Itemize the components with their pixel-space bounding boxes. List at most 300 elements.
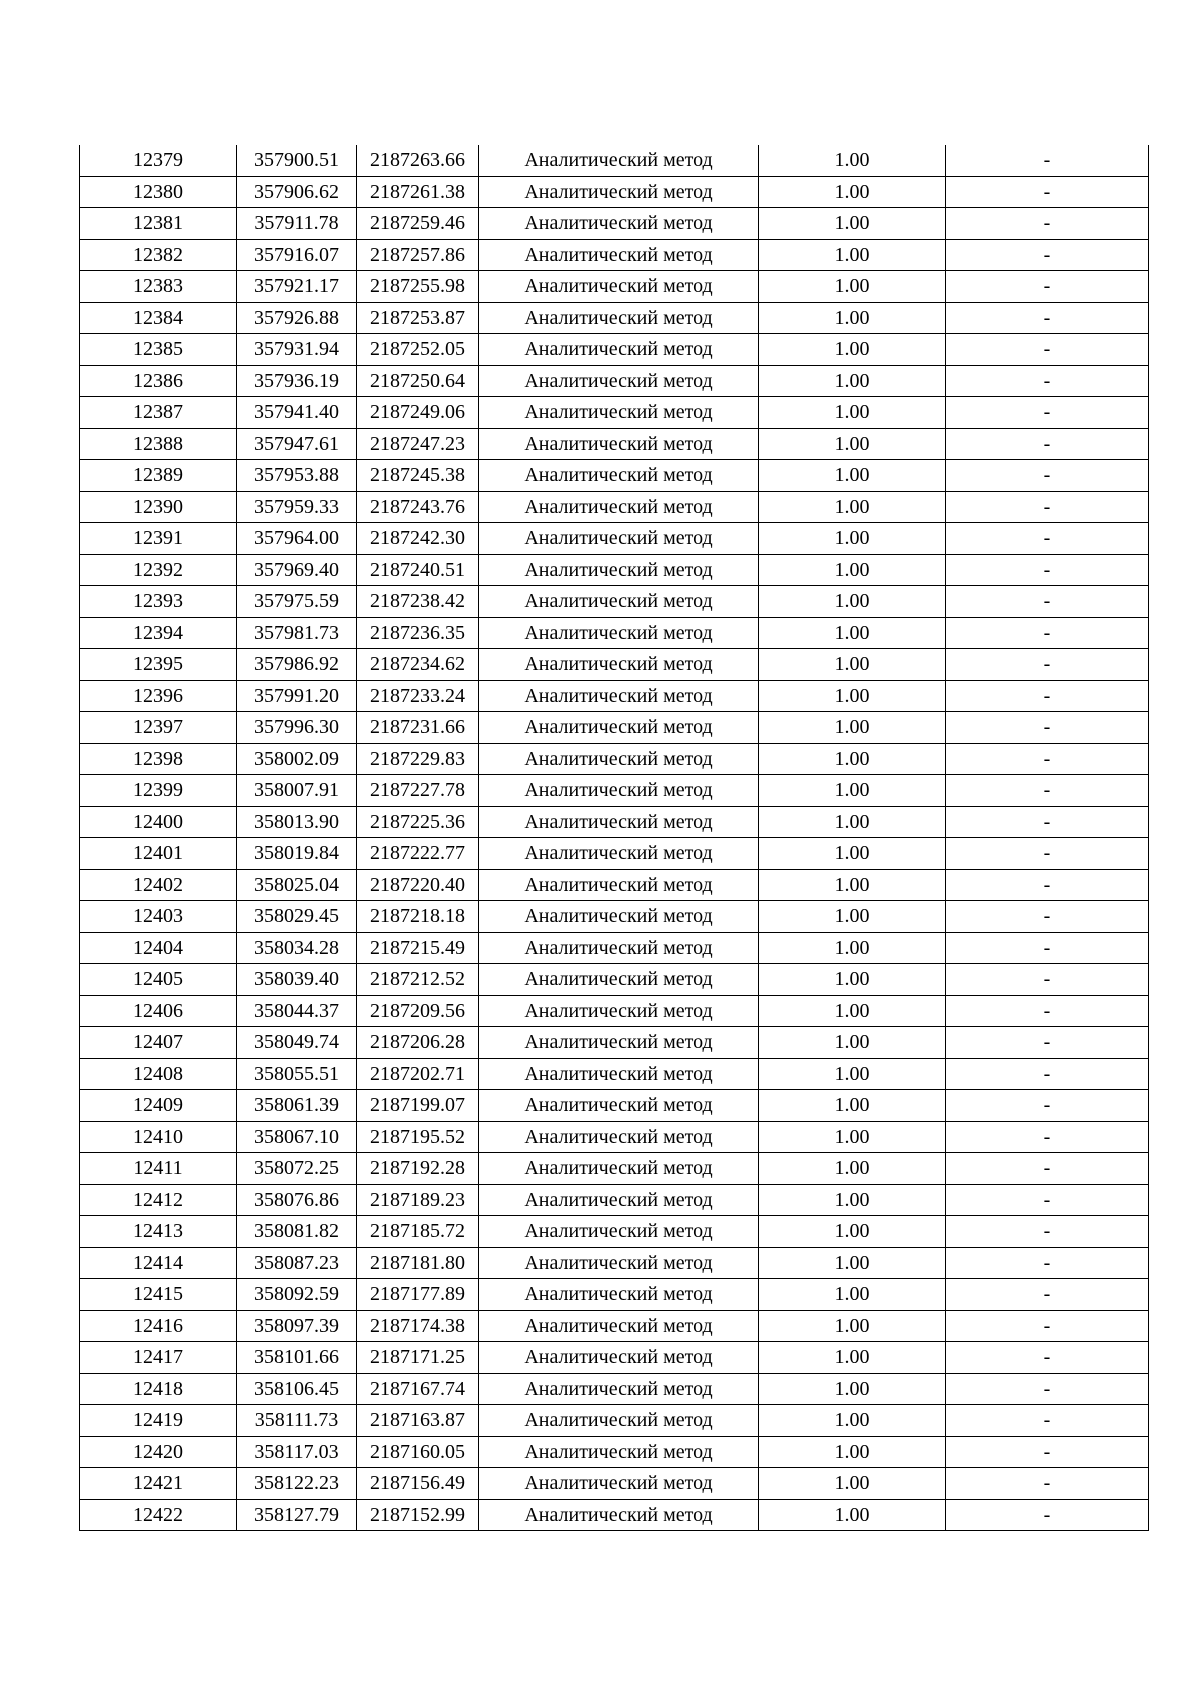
y-coordinate-cell: 2187215.49: [357, 932, 479, 964]
y-coordinate-cell: 2187257.86: [357, 239, 479, 271]
x-coordinate-cell: 357900.51: [237, 145, 357, 176]
precision-cell: 1.00: [759, 397, 946, 429]
precision-cell: 1.00: [759, 460, 946, 492]
table-row: [80, 239, 1149, 271]
description-cell: -: [946, 649, 1149, 681]
x-coordinate-cell: 357947.61: [237, 428, 357, 460]
point-number-cell: 12416: [80, 1310, 237, 1342]
point-number-cell: 12412: [80, 1184, 237, 1216]
method-cell: Аналитический метод: [479, 1342, 759, 1374]
method-cell: Аналитический метод: [479, 491, 759, 523]
x-coordinate-cell: 358076.86: [237, 1184, 357, 1216]
point-number-cell: 12411: [80, 1153, 237, 1185]
y-coordinate-cell: 2187247.23: [357, 428, 479, 460]
description-cell: -: [946, 995, 1149, 1027]
x-coordinate-cell: 358049.74: [237, 1027, 357, 1059]
table-row: [80, 680, 1149, 712]
y-coordinate-cell: 2187160.05: [357, 1436, 479, 1468]
table-row: [80, 1405, 1149, 1437]
method-cell: Аналитический метод: [479, 775, 759, 807]
precision-cell: 1.00: [759, 239, 946, 271]
point-number-cell: 12384: [80, 302, 237, 334]
description-cell: -: [946, 1499, 1149, 1531]
y-coordinate-cell: 2187250.64: [357, 365, 479, 397]
y-coordinate-cell: 2187238.42: [357, 586, 479, 618]
x-coordinate-cell: 357941.40: [237, 397, 357, 429]
point-number-cell: 12404: [80, 932, 237, 964]
table-row: [80, 1373, 1149, 1405]
y-coordinate-cell: 2187222.77: [357, 838, 479, 870]
precision-cell: 1.00: [759, 1058, 946, 1090]
y-coordinate-cell: 2187167.74: [357, 1373, 479, 1405]
point-number-cell: 12400: [80, 806, 237, 838]
method-cell: Аналитический метод: [479, 1184, 759, 1216]
precision-cell: 1.00: [759, 743, 946, 775]
table-row: [80, 586, 1149, 618]
point-number-cell: 12382: [80, 239, 237, 271]
method-cell: Аналитический метод: [479, 365, 759, 397]
precision-cell: 1.00: [759, 1027, 946, 1059]
table-row: [80, 208, 1149, 240]
description-cell: -: [946, 1247, 1149, 1279]
y-coordinate-cell: 2187202.71: [357, 1058, 479, 1090]
description-cell: -: [946, 176, 1149, 208]
precision-cell: 1.00: [759, 1216, 946, 1248]
y-coordinate-cell: 2187236.35: [357, 617, 479, 649]
description-cell: -: [946, 365, 1149, 397]
description-cell: -: [946, 1027, 1149, 1059]
description-cell: -: [946, 1058, 1149, 1090]
description-cell: -: [946, 1216, 1149, 1248]
table-row: [80, 397, 1149, 429]
y-coordinate-cell: 2187243.76: [357, 491, 479, 523]
point-number-cell: 12408: [80, 1058, 237, 1090]
x-coordinate-cell: 357996.30: [237, 712, 357, 744]
point-number-cell: 12417: [80, 1342, 237, 1374]
description-cell: -: [946, 145, 1149, 176]
method-cell: Аналитический метод: [479, 460, 759, 492]
x-coordinate-cell: 357911.78: [237, 208, 357, 240]
table-row: [80, 1027, 1149, 1059]
method-cell: Аналитический метод: [479, 901, 759, 933]
table-row: [80, 869, 1149, 901]
method-cell: Аналитический метод: [479, 1405, 759, 1437]
x-coordinate-cell: 357921.17: [237, 271, 357, 303]
description-cell: -: [946, 302, 1149, 334]
table-row: [80, 617, 1149, 649]
precision-cell: 1.00: [759, 523, 946, 555]
point-number-cell: 12421: [80, 1468, 237, 1500]
table-row: [80, 1247, 1149, 1279]
description-cell: -: [946, 775, 1149, 807]
x-coordinate-cell: 357936.19: [237, 365, 357, 397]
y-coordinate-cell: 2187189.23: [357, 1184, 479, 1216]
point-number-cell: 12414: [80, 1247, 237, 1279]
x-coordinate-cell: 358081.82: [237, 1216, 357, 1248]
method-cell: Аналитический метод: [479, 176, 759, 208]
method-cell: Аналитический метод: [479, 995, 759, 1027]
y-coordinate-cell: 2187174.38: [357, 1310, 479, 1342]
precision-cell: 1.00: [759, 1373, 946, 1405]
precision-cell: 1.00: [759, 586, 946, 618]
x-coordinate-cell: 358101.66: [237, 1342, 357, 1374]
precision-cell: 1.00: [759, 1121, 946, 1153]
y-coordinate-cell: 2187163.87: [357, 1405, 479, 1437]
y-coordinate-cell: 2187240.51: [357, 554, 479, 586]
x-coordinate-cell: 358127.79: [237, 1499, 357, 1531]
precision-cell: 1.00: [759, 680, 946, 712]
table-row: [80, 995, 1149, 1027]
point-number-cell: 12386: [80, 365, 237, 397]
precision-cell: 1.00: [759, 1090, 946, 1122]
y-coordinate-cell: 2187156.49: [357, 1468, 479, 1500]
x-coordinate-cell: 357981.73: [237, 617, 357, 649]
description-cell: -: [946, 334, 1149, 366]
y-coordinate-cell: 2187245.38: [357, 460, 479, 492]
description-cell: -: [946, 554, 1149, 586]
point-number-cell: 12409: [80, 1090, 237, 1122]
description-cell: -: [946, 271, 1149, 303]
method-cell: Аналитический метод: [479, 397, 759, 429]
x-coordinate-cell: 358122.23: [237, 1468, 357, 1500]
point-number-cell: 12391: [80, 523, 237, 555]
x-coordinate-cell: 358002.09: [237, 743, 357, 775]
precision-cell: 1.00: [759, 1153, 946, 1185]
method-cell: Аналитический метод: [479, 838, 759, 870]
x-coordinate-cell: 358025.04: [237, 869, 357, 901]
description-cell: -: [946, 901, 1149, 933]
y-coordinate-cell: 2187185.72: [357, 1216, 479, 1248]
description-cell: -: [946, 1342, 1149, 1374]
method-cell: Аналитический метод: [479, 743, 759, 775]
x-coordinate-cell: 358097.39: [237, 1310, 357, 1342]
y-coordinate-cell: 2187252.05: [357, 334, 479, 366]
point-number-cell: 12395: [80, 649, 237, 681]
method-cell: Аналитический метод: [479, 1310, 759, 1342]
precision-cell: 1.00: [759, 176, 946, 208]
point-number-cell: 12385: [80, 334, 237, 366]
table-row: [80, 491, 1149, 523]
y-coordinate-cell: 2187192.28: [357, 1153, 479, 1185]
table-row: [80, 1310, 1149, 1342]
table-row: [80, 271, 1149, 303]
x-coordinate-cell: 357959.33: [237, 491, 357, 523]
method-cell: Аналитический метод: [479, 932, 759, 964]
x-coordinate-cell: 358106.45: [237, 1373, 357, 1405]
description-cell: -: [946, 428, 1149, 460]
precision-cell: 1.00: [759, 838, 946, 870]
y-coordinate-cell: 2187209.56: [357, 995, 479, 1027]
precision-cell: 1.00: [759, 775, 946, 807]
table-row: [80, 1121, 1149, 1153]
precision-cell: 1.00: [759, 428, 946, 460]
method-cell: Аналитический метод: [479, 334, 759, 366]
point-number-cell: 12406: [80, 995, 237, 1027]
x-coordinate-cell: 357931.94: [237, 334, 357, 366]
x-coordinate-cell: 357964.00: [237, 523, 357, 555]
method-cell: Аналитический метод: [479, 554, 759, 586]
y-coordinate-cell: 2187234.62: [357, 649, 479, 681]
method-cell: Аналитический метод: [479, 239, 759, 271]
method-cell: Аналитический метод: [479, 649, 759, 681]
precision-cell: 1.00: [759, 271, 946, 303]
table-row: [80, 523, 1149, 555]
precision-cell: 1.00: [759, 869, 946, 901]
x-coordinate-cell: 357969.40: [237, 554, 357, 586]
method-cell: Аналитический метод: [479, 145, 759, 176]
method-cell: Аналитический метод: [479, 1436, 759, 1468]
point-number-cell: 12402: [80, 869, 237, 901]
point-number-cell: 12415: [80, 1279, 237, 1311]
point-number-cell: 12396: [80, 680, 237, 712]
table-row: [80, 428, 1149, 460]
y-coordinate-cell: 2187218.18: [357, 901, 479, 933]
precision-cell: 1.00: [759, 901, 946, 933]
precision-cell: 1.00: [759, 145, 946, 176]
description-cell: -: [946, 680, 1149, 712]
x-coordinate-cell: 358019.84: [237, 838, 357, 870]
x-coordinate-cell: 357975.59: [237, 586, 357, 618]
description-cell: -: [946, 964, 1149, 996]
x-coordinate-cell: 358111.73: [237, 1405, 357, 1437]
point-number-cell: 12418: [80, 1373, 237, 1405]
table-row: [80, 712, 1149, 744]
precision-cell: 1.00: [759, 208, 946, 240]
description-cell: -: [946, 743, 1149, 775]
description-cell: -: [946, 712, 1149, 744]
y-coordinate-cell: 2187171.25: [357, 1342, 479, 1374]
table-row: [80, 1090, 1149, 1122]
precision-cell: 1.00: [759, 1184, 946, 1216]
precision-cell: 1.00: [759, 995, 946, 1027]
y-coordinate-cell: 2187253.87: [357, 302, 479, 334]
table-row: [80, 460, 1149, 492]
y-coordinate-cell: 2187261.38: [357, 176, 479, 208]
description-cell: -: [946, 1310, 1149, 1342]
x-coordinate-cell: 357986.92: [237, 649, 357, 681]
table-row: [80, 334, 1149, 366]
description-cell: -: [946, 1184, 1149, 1216]
point-number-cell: 12407: [80, 1027, 237, 1059]
description-cell: -: [946, 460, 1149, 492]
x-coordinate-cell: 358092.59: [237, 1279, 357, 1311]
x-coordinate-cell: 357926.88: [237, 302, 357, 334]
precision-cell: 1.00: [759, 1405, 946, 1437]
table-row: [80, 554, 1149, 586]
method-cell: Аналитический метод: [479, 1153, 759, 1185]
x-coordinate-cell: 358039.40: [237, 964, 357, 996]
table-row: [80, 1216, 1149, 1248]
precision-cell: 1.00: [759, 491, 946, 523]
y-coordinate-cell: 2187181.80: [357, 1247, 479, 1279]
method-cell: Аналитический метод: [479, 523, 759, 555]
point-number-cell: 12419: [80, 1405, 237, 1437]
table-row: [80, 176, 1149, 208]
precision-cell: 1.00: [759, 1279, 946, 1311]
table-row: [80, 365, 1149, 397]
y-coordinate-cell: 2187242.30: [357, 523, 479, 555]
coordinates-table-body: [80, 145, 1149, 1531]
precision-cell: 1.00: [759, 365, 946, 397]
description-cell: -: [946, 1153, 1149, 1185]
point-number-cell: 12381: [80, 208, 237, 240]
method-cell: Аналитический метод: [479, 1090, 759, 1122]
description-cell: -: [946, 869, 1149, 901]
method-cell: Аналитический метод: [479, 712, 759, 744]
description-cell: -: [946, 586, 1149, 618]
x-coordinate-cell: 358034.28: [237, 932, 357, 964]
x-coordinate-cell: 358013.90: [237, 806, 357, 838]
method-cell: Аналитический метод: [479, 869, 759, 901]
precision-cell: 1.00: [759, 806, 946, 838]
description-cell: -: [946, 397, 1149, 429]
method-cell: Аналитический метод: [479, 1247, 759, 1279]
y-coordinate-cell: 2187255.98: [357, 271, 479, 303]
precision-cell: 1.00: [759, 1468, 946, 1500]
y-coordinate-cell: 2187195.52: [357, 1121, 479, 1153]
point-number-cell: 12410: [80, 1121, 237, 1153]
precision-cell: 1.00: [759, 334, 946, 366]
y-coordinate-cell: 2187227.78: [357, 775, 479, 807]
description-cell: -: [946, 1373, 1149, 1405]
table-row: [80, 1468, 1149, 1500]
precision-cell: 1.00: [759, 1436, 946, 1468]
precision-cell: 1.00: [759, 712, 946, 744]
y-coordinate-cell: 2187225.36: [357, 806, 479, 838]
table-row: [80, 775, 1149, 807]
x-coordinate-cell: 358007.91: [237, 775, 357, 807]
y-coordinate-cell: 2187212.52: [357, 964, 479, 996]
description-cell: -: [946, 1279, 1149, 1311]
y-coordinate-cell: 2187177.89: [357, 1279, 479, 1311]
y-coordinate-cell: 2187231.66: [357, 712, 479, 744]
method-cell: Аналитический метод: [479, 1027, 759, 1059]
precision-cell: 1.00: [759, 964, 946, 996]
table-row: [80, 1184, 1149, 1216]
precision-cell: 1.00: [759, 1342, 946, 1374]
table-row: [80, 932, 1149, 964]
precision-cell: 1.00: [759, 649, 946, 681]
point-number-cell: 12401: [80, 838, 237, 870]
method-cell: Аналитический метод: [479, 1468, 759, 1500]
method-cell: Аналитический метод: [479, 302, 759, 334]
method-cell: Аналитический метод: [479, 1216, 759, 1248]
point-number-cell: 12413: [80, 1216, 237, 1248]
point-number-cell: 12389: [80, 460, 237, 492]
point-number-cell: 12393: [80, 586, 237, 618]
point-number-cell: 12399: [80, 775, 237, 807]
table-row: [80, 901, 1149, 933]
description-cell: -: [946, 208, 1149, 240]
x-coordinate-cell: 357953.88: [237, 460, 357, 492]
precision-cell: 1.00: [759, 302, 946, 334]
point-number-cell: 12420: [80, 1436, 237, 1468]
method-cell: Аналитический метод: [479, 1499, 759, 1531]
precision-cell: 1.00: [759, 932, 946, 964]
point-number-cell: 12405: [80, 964, 237, 996]
x-coordinate-cell: 358055.51: [237, 1058, 357, 1090]
point-number-cell: 12380: [80, 176, 237, 208]
y-coordinate-cell: 2187233.24: [357, 680, 479, 712]
description-cell: -: [946, 932, 1149, 964]
method-cell: Аналитический метод: [479, 586, 759, 618]
x-coordinate-cell: 358117.03: [237, 1436, 357, 1468]
point-number-cell: 12390: [80, 491, 237, 523]
description-cell: -: [946, 617, 1149, 649]
x-coordinate-cell: 357991.20: [237, 680, 357, 712]
table-row: [80, 964, 1149, 996]
table-row: [80, 1499, 1149, 1531]
point-number-cell: 12403: [80, 901, 237, 933]
table-row: [80, 838, 1149, 870]
method-cell: Аналитический метод: [479, 428, 759, 460]
x-coordinate-cell: 358061.39: [237, 1090, 357, 1122]
precision-cell: 1.00: [759, 617, 946, 649]
method-cell: Аналитический метод: [479, 1058, 759, 1090]
precision-cell: 1.00: [759, 1499, 946, 1531]
point-number-cell: 12397: [80, 712, 237, 744]
point-number-cell: 12422: [80, 1499, 237, 1531]
x-coordinate-cell: 358087.23: [237, 1247, 357, 1279]
table-row: [80, 145, 1149, 176]
point-number-cell: 12387: [80, 397, 237, 429]
description-cell: -: [946, 523, 1149, 555]
description-cell: -: [946, 1436, 1149, 1468]
table-row: [80, 1153, 1149, 1185]
x-coordinate-cell: 358044.37: [237, 995, 357, 1027]
y-coordinate-cell: 2187152.99: [357, 1499, 479, 1531]
method-cell: Аналитический метод: [479, 806, 759, 838]
method-cell: Аналитический метод: [479, 1279, 759, 1311]
description-cell: -: [946, 491, 1149, 523]
point-number-cell: 12379: [80, 145, 237, 176]
description-cell: -: [946, 838, 1149, 870]
y-coordinate-cell: 2187220.40: [357, 869, 479, 901]
description-cell: -: [946, 239, 1149, 271]
coordinates-table: [79, 145, 1149, 1531]
table-row: [80, 806, 1149, 838]
table-row: [80, 1342, 1149, 1374]
method-cell: Аналитический метод: [479, 680, 759, 712]
precision-cell: 1.00: [759, 1247, 946, 1279]
point-number-cell: 12388: [80, 428, 237, 460]
table-row: [80, 1436, 1149, 1468]
description-cell: -: [946, 1090, 1149, 1122]
table-row: [80, 302, 1149, 334]
table-row: [80, 743, 1149, 775]
method-cell: Аналитический метод: [479, 617, 759, 649]
method-cell: Аналитический метод: [479, 1121, 759, 1153]
x-coordinate-cell: 358072.25: [237, 1153, 357, 1185]
precision-cell: 1.00: [759, 1310, 946, 1342]
table-row: [80, 649, 1149, 681]
x-coordinate-cell: 357906.62: [237, 176, 357, 208]
point-number-cell: 12392: [80, 554, 237, 586]
table-row: [80, 1279, 1149, 1311]
x-coordinate-cell: 357916.07: [237, 239, 357, 271]
description-cell: -: [946, 1405, 1149, 1437]
y-coordinate-cell: 2187199.07: [357, 1090, 479, 1122]
x-coordinate-cell: 358029.45: [237, 901, 357, 933]
precision-cell: 1.00: [759, 554, 946, 586]
y-coordinate-cell: 2187263.66: [357, 145, 479, 176]
method-cell: Аналитический метод: [479, 964, 759, 996]
y-coordinate-cell: 2187229.83: [357, 743, 479, 775]
table-row: [80, 1058, 1149, 1090]
y-coordinate-cell: 2187206.28: [357, 1027, 479, 1059]
method-cell: Аналитический метод: [479, 208, 759, 240]
y-coordinate-cell: 2187259.46: [357, 208, 479, 240]
